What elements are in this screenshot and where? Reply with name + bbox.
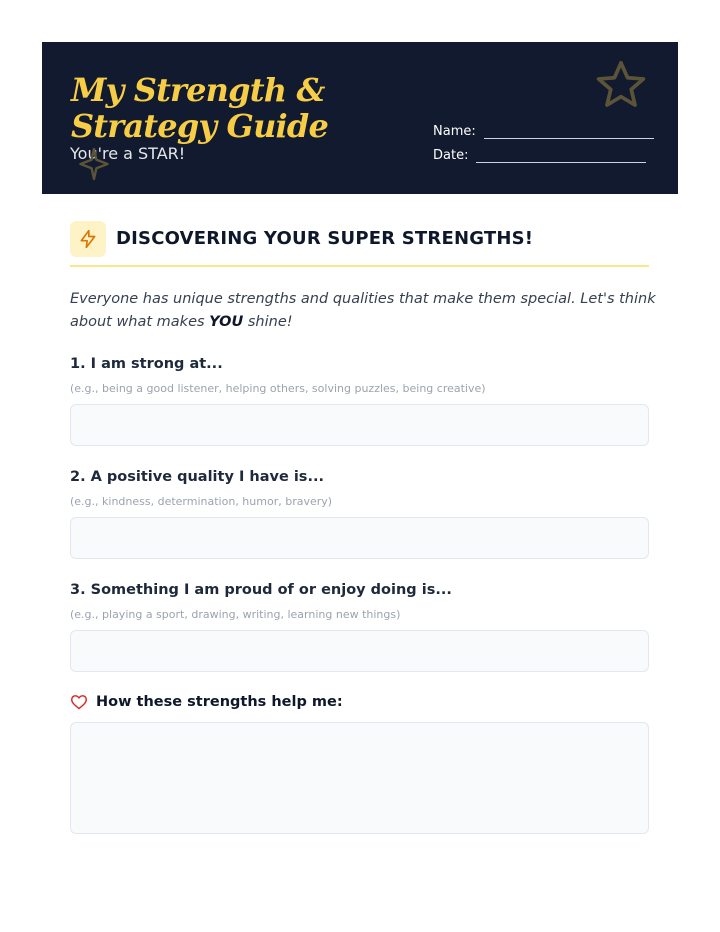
question-3-hint: (e.g., playing a sport, drawing, writing, learning new things) bbox=[70, 608, 401, 621]
question-1-hint: (e.g., being a good listener, helping others, solving puzzles, being creative) bbox=[70, 382, 486, 395]
intro-text: Everyone has unique strengths and qualities that make them special. Let's think about what makes YOU shine! bbox=[70, 291, 656, 330]
help-label-text: How these strengths help me: bbox=[96, 694, 343, 710]
help-label bbox=[70, 694, 343, 710]
page-title: My Strength & Strategy Guide bbox=[71, 71, 329, 145]
date-field[interactable] bbox=[433, 148, 646, 163]
question-3-label: 3. Something I am proud of or enjoy doing is... bbox=[70, 582, 452, 598]
page-subtitle: You're a STAR! bbox=[70, 144, 186, 163]
header-banner bbox=[42, 42, 678, 194]
section-title: DISCOVERING YOUR SUPER STRENGTHS! bbox=[116, 228, 534, 249]
question-3-input[interactable] bbox=[70, 630, 649, 672]
question-2-label: 2. A positive quality I have is... bbox=[70, 469, 324, 485]
question-1-label: 1. I am strong at... bbox=[70, 356, 223, 372]
lightning-bolt-icon bbox=[70, 221, 106, 257]
name-label: Name: bbox=[433, 124, 476, 139]
date-label: Date: bbox=[433, 148, 469, 163]
name-line[interactable] bbox=[484, 125, 654, 139]
name-field[interactable] bbox=[433, 124, 654, 139]
heart-icon bbox=[70, 694, 88, 710]
section-header bbox=[70, 221, 649, 267]
question-2-hint: (e.g., kindness, determination, humor, bravery) bbox=[70, 495, 333, 508]
sparkle-icon bbox=[76, 146, 112, 182]
help-textarea[interactable] bbox=[70, 722, 649, 834]
question-1-input[interactable] bbox=[70, 404, 649, 446]
question-2-input[interactable] bbox=[70, 517, 649, 559]
star-icon bbox=[593, 57, 649, 113]
date-line[interactable] bbox=[476, 149, 646, 163]
intro-emphasis: YOU bbox=[209, 314, 244, 330]
